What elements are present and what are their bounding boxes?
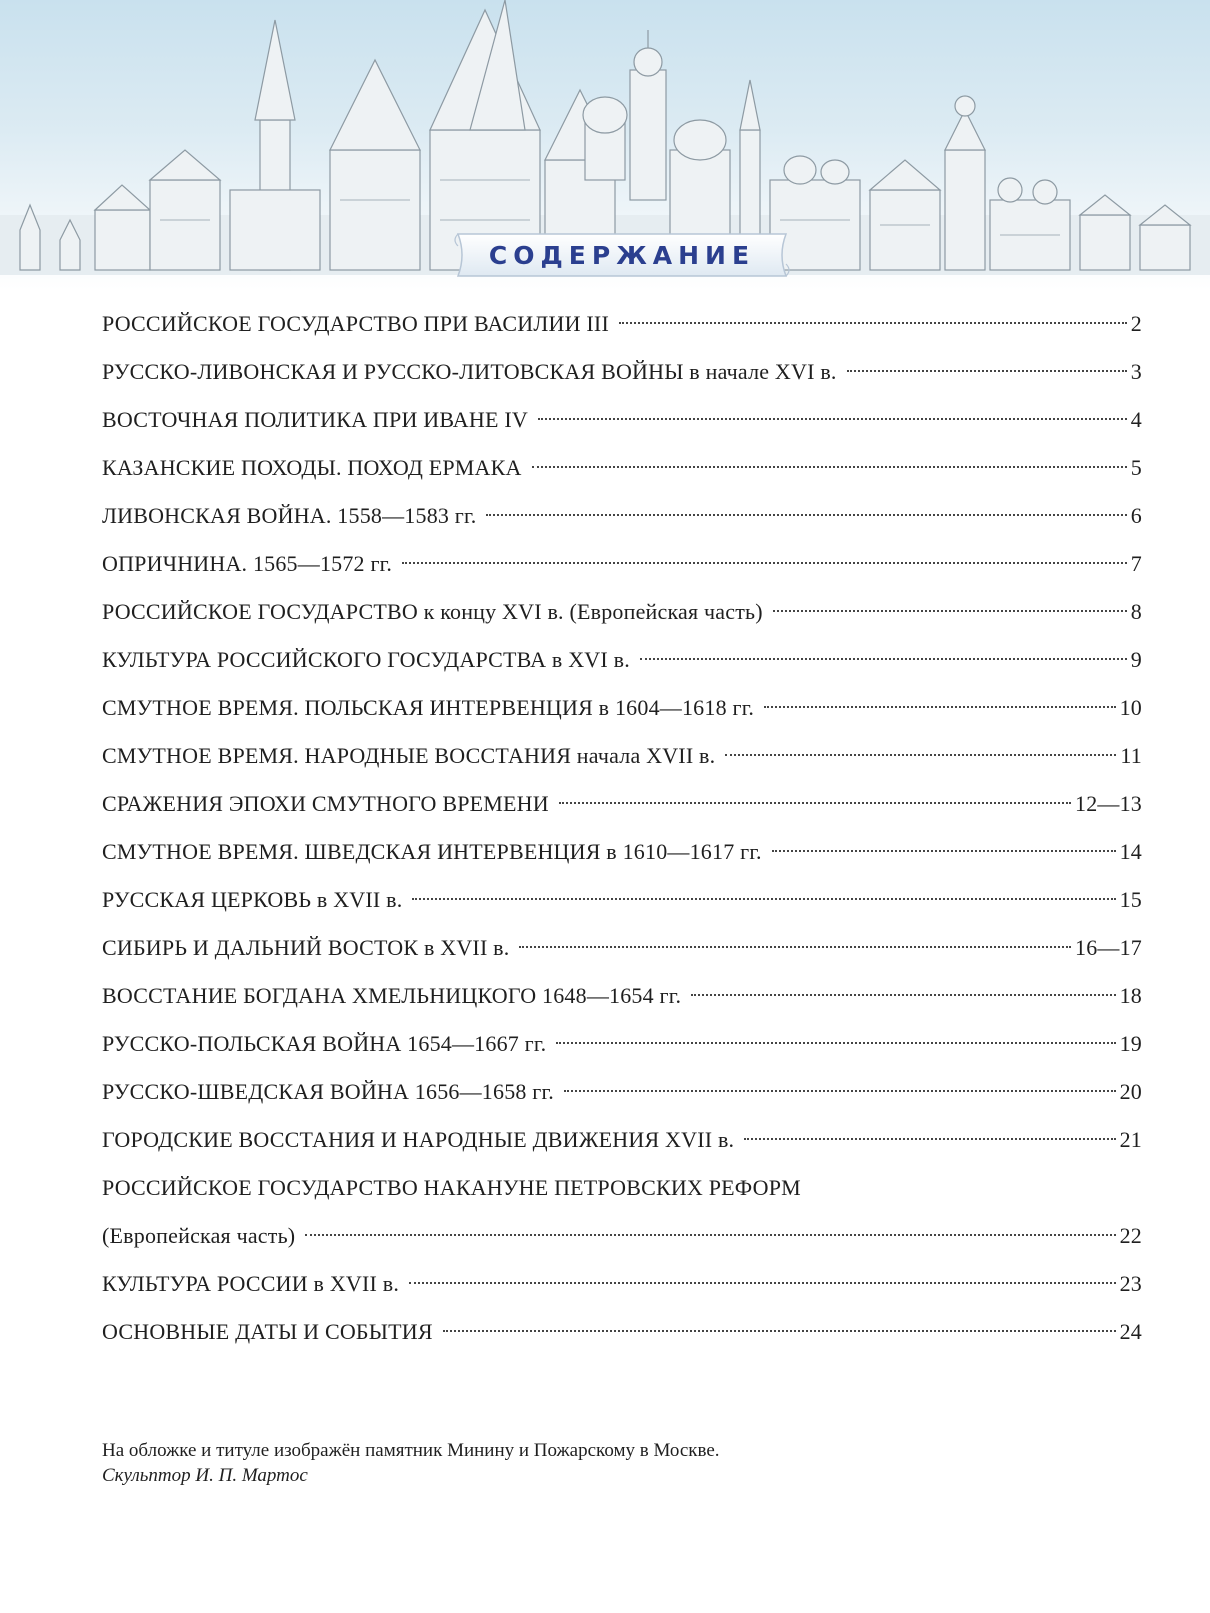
- toc-item[interactable]: [102, 828, 1142, 876]
- toc-item[interactable]: [102, 876, 1142, 924]
- toc-item-title: ВОСТОЧНАЯ ПОЛИТИКА ПРИ ИВАНЕ IV: [102, 407, 528, 432]
- toc-item-page: 9: [1130, 647, 1142, 672]
- toc-item[interactable]: [102, 732, 1142, 780]
- toc-item[interactable]: [102, 1260, 1142, 1308]
- toc-item-title-continued: (Европейская часть): [102, 1223, 296, 1248]
- toc-item-title: СМУТНОЕ ВРЕМЯ. НАРОДНЫЕ ВОССТАНИЯ начала XVII в.: [102, 743, 716, 768]
- leader-dots: [772, 850, 1116, 852]
- toc-item-title: РОССИЙСКОЕ ГОСУДАРСТВО ПРИ ВАСИЛИИ III: [102, 311, 609, 336]
- toc-item-title: КУЛЬТУРА РОССИЙСКОГО ГОСУДАРСТВА в XVI в.: [102, 647, 630, 672]
- sculptor-credit: Скульптор И. П. Мартос: [102, 1465, 308, 1486]
- toc-item[interactable]: [102, 588, 1142, 636]
- toc-item[interactable]: [102, 1164, 1142, 1260]
- toc-item-title: КАЗАНСКИЕ ПОХОДЫ. ПОХОД ЕРМАКА: [102, 455, 522, 480]
- toc-item[interactable]: [102, 636, 1142, 684]
- toc-item-title: ГОРОДСКИЕ ВОССТАНИЯ И НАРОДНЫЕ ДВИЖЕНИЯ XVII в.: [102, 1127, 735, 1152]
- toc-item-page: 14: [1119, 839, 1142, 864]
- page-title: СОДЕРЖАНИЕ: [488, 240, 756, 270]
- table-of-contents: [102, 300, 1142, 1356]
- toc-item-page: 19: [1119, 1031, 1142, 1056]
- toc-item[interactable]: [102, 1068, 1142, 1116]
- toc-item-page: 4: [1130, 407, 1142, 432]
- leader-dots: [773, 610, 1127, 612]
- toc-item-title: РУССКАЯ ЦЕРКОВЬ в XVII в.: [102, 887, 403, 912]
- toc-item-title: СМУТНОЕ ВРЕМЯ. ПОЛЬСКАЯ ИНТЕРВЕНЦИЯ в 1604—1618 гг.: [102, 695, 755, 720]
- leader-dots: [519, 946, 1071, 948]
- toc-item-title: СИБИРЬ И ДАЛЬНИЙ ВОСТОК в XVII в.: [102, 935, 510, 960]
- leader-dots: [564, 1090, 1116, 1092]
- leader-dots: [725, 754, 1116, 756]
- toc-item-title: РУССКО-ЛИВОНСКАЯ И РУССКО-ЛИТОВСКАЯ ВОЙНЫ в начале XVI в.: [102, 359, 837, 384]
- leader-dots: [486, 514, 1126, 516]
- toc-item-title: ВОССТАНИЕ БОГДАНА ХМЕЛЬНИЦКОГО 1648—1654 гг.: [102, 983, 682, 1008]
- toc-item-page: 2: [1130, 311, 1142, 336]
- leader-dots: [409, 1282, 1116, 1284]
- toc-item-page: 23: [1119, 1271, 1142, 1296]
- contents-banner: [452, 230, 792, 280]
- toc-item[interactable]: [102, 1020, 1142, 1068]
- toc-item-title: ОПРИЧНИНА. 1565—1572 гг.: [102, 551, 393, 576]
- leader-dots: [619, 322, 1127, 324]
- leader-dots: [744, 1138, 1115, 1140]
- cover-caption: [102, 1438, 1102, 1488]
- toc-item[interactable]: [102, 300, 1142, 348]
- toc-item[interactable]: [102, 1308, 1142, 1356]
- toc-item-page: 11: [1120, 743, 1142, 768]
- toc-item-title: СМУТНОЕ ВРЕМЯ. ШВЕДСКАЯ ИНТЕРВЕНЦИЯ в 1610—1617 гг.: [102, 839, 762, 864]
- leader-dots: [412, 898, 1115, 900]
- toc-item-page: 20: [1119, 1079, 1142, 1104]
- caption-text: На обложке и титуле изображён памятник Минину и Пожарскому в Москве.: [102, 1440, 720, 1461]
- toc-item-page: 10: [1119, 695, 1142, 720]
- toc-item-title: ОСНОВНЫЕ ДАТЫ И СОБЫТИЯ: [102, 1319, 433, 1344]
- toc-item[interactable]: [102, 1116, 1142, 1164]
- toc-item[interactable]: [102, 780, 1142, 828]
- toc-item-page: 22: [1119, 1223, 1142, 1248]
- toc-item[interactable]: [102, 924, 1142, 972]
- toc-item[interactable]: [102, 540, 1142, 588]
- toc-item-title: КУЛЬТУРА РОССИИ в XVII в.: [102, 1271, 400, 1296]
- leader-dots: [538, 418, 1127, 420]
- toc-item-page: 21: [1119, 1127, 1142, 1152]
- toc-item-title: РУССКО-ПОЛЬСКАЯ ВОЙНА 1654—1667 гг.: [102, 1031, 547, 1056]
- leader-dots: [532, 466, 1127, 468]
- toc-item-page: 6: [1130, 503, 1142, 528]
- toc-item-title: СРАЖЕНИЯ ЭПОХИ СМУТНОГО ВРЕМЕНИ: [102, 791, 549, 816]
- toc-item-page: 15: [1119, 887, 1142, 912]
- leader-dots: [847, 370, 1127, 372]
- leader-dots: [443, 1330, 1116, 1332]
- toc-item[interactable]: [102, 972, 1142, 1020]
- toc-item[interactable]: [102, 492, 1142, 540]
- leader-dots: [559, 802, 1071, 804]
- leader-dots: [305, 1234, 1115, 1236]
- toc-item[interactable]: [102, 348, 1142, 396]
- toc-item-title: ЛИВОНСКАЯ ВОЙНА. 1558—1583 гг.: [102, 503, 477, 528]
- header-illustration: [0, 0, 1210, 290]
- leader-dots: [640, 658, 1127, 660]
- leader-dots: [402, 562, 1127, 564]
- toc-item-title: РОССИЙСКОЕ ГОСУДАРСТВО НАКАНУНЕ ПЕТРОВСКИХ РЕФОРМ: [102, 1175, 801, 1200]
- toc-item-title: РУССКО-ШВЕДСКАЯ ВОЙНА 1656—1658 гг.: [102, 1079, 554, 1104]
- leader-dots: [556, 1042, 1115, 1044]
- toc-item-page: 8: [1130, 599, 1142, 624]
- toc-item[interactable]: [102, 684, 1142, 732]
- toc-item-page: 18: [1119, 983, 1142, 1008]
- toc-item-title: РОССИЙСКОЕ ГОСУДАРСТВО к концу XVI в. (Европейская часть): [102, 599, 763, 624]
- toc-item-page: 7: [1130, 551, 1142, 576]
- toc-item-page: 3: [1130, 359, 1142, 384]
- leader-dots: [764, 706, 1115, 708]
- toc-item-page: 5: [1130, 455, 1142, 480]
- toc-item-page: 24: [1119, 1319, 1142, 1344]
- toc-item-page: 12—13: [1075, 791, 1142, 816]
- toc-item-page: 16—17: [1075, 935, 1142, 960]
- toc-item[interactable]: [102, 444, 1142, 492]
- toc-item[interactable]: [102, 396, 1142, 444]
- leader-dots: [691, 994, 1115, 996]
